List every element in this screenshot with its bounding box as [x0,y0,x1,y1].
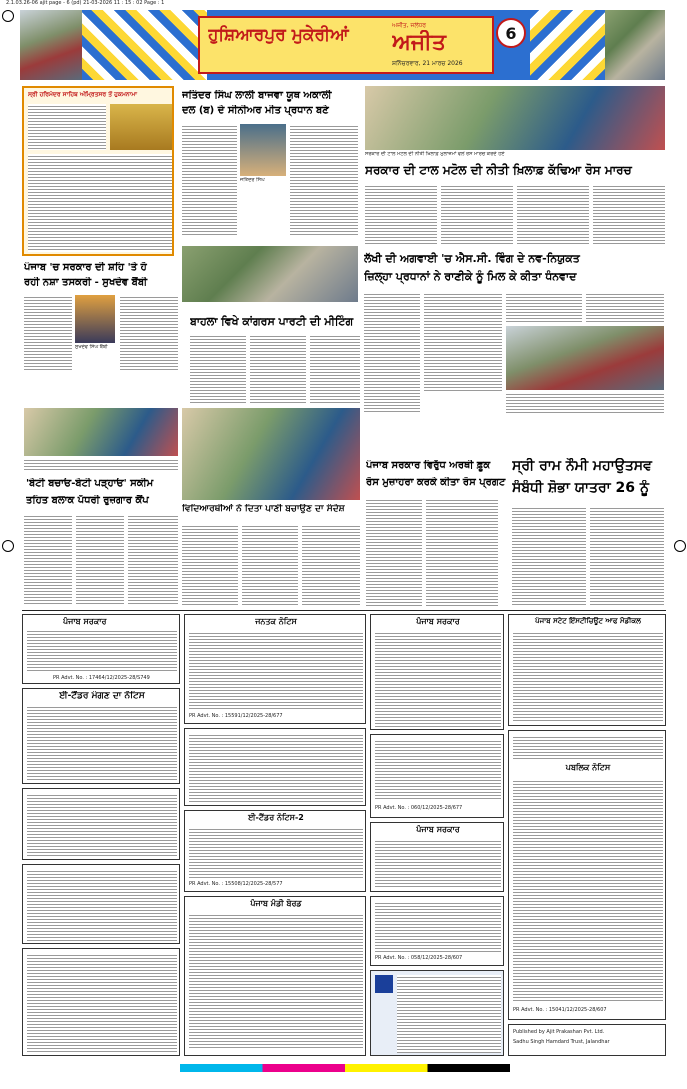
page-number: 6 [496,18,526,48]
registration-mark [674,540,686,552]
ad-punjab-sarkar-4 [370,822,504,892]
govt-protest-text-col2 [426,498,498,606]
ram-text-col2 [590,506,664,606]
ad12-title: ਪੰਜਾਬ ਸਰਕਾਰ [416,825,460,834]
ad11-pr: PR Advt. No. : 060/12/2025-28/677 [375,805,463,811]
akali-photo-caption: ਜਤਿੰਦਰ ਸਿੰਘ [240,177,265,183]
ad-e-tender-2 [184,810,366,892]
ad-mandi-board [184,896,366,1056]
congress-text-col2 [250,334,306,404]
group-photo-caption [182,303,358,311]
ad-left-4 [22,864,180,944]
ad6-pr: PR Advt. No. : 15591/12/2025-28/677 [189,713,283,719]
ad-power-corp [370,970,504,1056]
masthead-title-box [198,16,494,74]
beti-headline-1: 'ਬੇਟੀ ਬਚਾਓ-ਬੇਟੀ ਪੜ੍ਹਾਓ' ਸਕੀਮ [26,478,154,489]
ad-left-3 [22,788,180,860]
masthead-left-photo [20,10,82,80]
protest-photo [365,86,665,150]
ad-punjab-sarkar-1 [22,614,180,684]
ad-punjab-sarkar-2 [370,614,504,730]
beti-photo-caption [24,458,178,472]
beti-text-col3 [128,514,178,606]
sc-photo [506,326,664,390]
akali-headline-2: ਦਲ (ਬ) ਦੇ ਸੀਨੀਅਰ ਮੀਤ ਪ੍ਰਧਾਨ ਬਣੇ [182,105,329,116]
akali-photo [240,124,286,176]
ad9-title: ਪੰਜਾਬ ਮੰਡੀ ਬੋਰਡ [250,899,302,908]
sc-text-col3 [586,292,664,324]
sc-photo-caption [506,392,664,414]
ad-public-notice [184,614,366,724]
beti-text-col2 [76,514,124,606]
ad-table [184,728,366,806]
paper-name: ਅਜੀਤ [392,30,446,55]
govt-protest-text-col1 [366,498,422,606]
ad16-pr: PR Advt. No. : 15041/12/2025-28/607 [513,1007,607,1013]
ad16-title: ਪਬਲਿਕ ਨੋਟਿਸ [565,763,611,772]
issue-date: ਸ਼ਨਿੱਚਰਵਾਰ, 21 ਮਾਰਚ 2026 [392,60,463,67]
ram-headline-1: ਸ੍ਰੀ ਰਾਮ ਨੌਮੀ ਮਹਾਉਤਸਵ [512,458,652,474]
ad1-body [27,629,177,673]
masthead [20,10,665,80]
protest-photo-caption: ਸਰਕਾਰ ਦੀ ਟਾਲ ਮਟੋਲ ਦੀ ਨੀਤੀ ਖ਼ਿਲਾਫ਼ ਮੁਲਾਜ਼ਮਾਂ ਵਲੋਂ ਰੋਸ ਮਾਰਚ ਕਰਦੇ ਹੋਏ [365,151,505,157]
ad13-body [375,901,501,953]
masthead-pattern-left [82,10,207,80]
govt-protest-headline-1: ਪੰਜਾਬ ਸਰਕਾਰ ਵਿਰੁੱਧ ਅਰਥੀ ਫ਼ੂਕ [366,460,491,471]
sc-text-col1 [424,292,502,392]
ram-text-col1 [512,506,586,606]
ad8-body [189,827,363,879]
akali-text-col1 [182,124,237,236]
congress-text-col4 [364,292,420,412]
paper-small: ਅਜੀਤ, ਜਲੰਧਰ [392,22,427,29]
ad6-body [189,631,363,709]
protest-text-col2 [441,184,513,246]
masthead-right-photo [605,10,665,80]
drugs-photo [75,295,115,343]
students-headline: ਵਿਦਿਆਰਥੀਆਂ ਨੇ ਦਿਤਾ ਪਾਣੀ ਬਚਾਉਣ ਦਾ ਸੰਦੇਸ਼ [182,504,345,514]
drugs-headline-1: ਪੰਜਾਬ 'ਚ ਸਰਕਾਰ ਦੀ ਸ਼ਹਿ 'ਤੇ ਹੋ [24,262,147,273]
students-text-col2 [242,524,298,606]
golden-temple-image [110,104,172,150]
power-logo-icon [375,975,393,993]
ram-headline-2: ਸੰਬੰਧੀ ਸ਼ੋਭਾ ਯਾਤਰਾ 26 ਨੂੰ [512,480,650,496]
protest-text-col3 [517,184,589,246]
ad12-body [375,839,501,887]
ad14-body [397,975,501,1053]
color-calibration-bar [180,1064,510,1072]
registration-mark [2,10,14,22]
publisher-line-2: Sadhu Singh Hamdard Trust, Jalandhar [513,1039,610,1045]
ad10-body [375,631,501,727]
congress-text-col3 [310,334,360,404]
ad-public-notice-right [508,730,666,1020]
sc-text-col2 [506,292,582,324]
drugs-text-col2 [120,295,178,370]
ad3-body [27,793,177,857]
protest-headline: ਸਰਕਾਰ ਦੀ ਟਾਲ ਮਟੋਲ ਦੀ ਨੀਤੀ ਖ਼ਿਲਾਫ਼ ਕੱਢਿਆ ਰੋਸ ਮਾਰਚ [365,163,632,177]
ad9-body [189,913,363,1049]
congress-headline: ਬਾਹਲਾ ਵਿਖੇ ਕਾਂਗਰਸ ਪਾਰਟੀ ਦੀ ਮੀਟਿੰਗ [190,315,354,328]
students-photo [182,408,360,500]
ad-institute [508,614,666,726]
sc-headline-2: ਜ਼ਿਲ੍ਹਾ ਪ੍ਰਧਾਨਾਂ ਨੇ ਰਾਣੀਕੇ ਨੂੰ ਮਿਲ ਕੇ ਕੀਤਾ ਧੰਨਵਾਦ [364,270,577,283]
masthead-pattern-right [530,10,605,80]
print-info-bar: 2.1.03.26-06 ajit page - 6 (pd) 21-03-2026 11 : 15 : 02 Page : 1 [6,0,165,6]
ad-publisher [508,1024,666,1056]
ads-divider [22,610,666,611]
ad6-title: ਜਨਤਕ ਨੋਟਿਸ [255,617,297,626]
govt-protest-headline-2: ਰੋਸ ਮੁਜ਼ਾਹਰਾ ਕਰਕੇ ਕੀਤਾ ਰੋਸ ਪ੍ਰਗਟ [366,477,506,488]
section-title: ਹੁਸ਼ਿਆਰਪੁਰ ਮੁਕੇਰੀਆਂ [208,25,349,45]
publisher-line-1: Published by Ajit Prakashan Pvt. Ltd. [513,1029,605,1035]
ad-punjab-sarkar-3 [370,734,504,818]
ad2-body [27,705,177,781]
beti-photo [24,408,178,456]
ad8-pr: PR Advt. No. : 15508/12/2025-28/577 [189,881,283,887]
ad15-title: ਪੰਜਾਬ ਸਟੇਟ ਇੰਸਟੀਚਿਊਟ ਆਫ ਮੈਡੀਕਲ [535,617,641,625]
hukamnama-title: ਸ੍ਰੀ ਹਰਿਮੰਦਰ ਸਾਹਿਬ ਅੰਮ੍ਰਿਤਸਰ ਤੋਂ ਹੁਕਮਨਾਮਾ [28,91,138,98]
ad1-pr: PR Advt. No. : 17464/12/2025-28/S749 [53,675,150,681]
ad8-title: ਈ-ਟੈਂਡਰ ਨੋਟਿਸ-2 [248,813,304,822]
ad10-title: ਪੰਜਾਬ ਸਰਕਾਰ [416,617,460,626]
registration-mark [2,540,14,552]
ad15-body [513,631,663,721]
ad-e-tender [22,688,180,784]
ad16-header [513,735,663,761]
ad16-body [513,779,663,1003]
hukamnama-body [28,154,172,252]
protest-text-col4 [593,184,665,246]
ad-left-5 [22,948,180,1056]
hukamnama-text [28,104,106,150]
students-text-col3 [302,524,360,606]
ad-punjab-sarkar-5 [370,896,504,966]
ad4-body [27,869,177,941]
drugs-text-col1 [24,295,72,370]
hukamnama-box [22,86,174,256]
group-photo [182,246,358,302]
ad13-pr: PR Advt. No. : 058/12/2025-28/607 [375,955,463,961]
akali-headline-1: ਜਤਿੰਦਰ ਸਿੰਘ ਲਾਲੀ ਬਾਜਵਾ ਯੂਥ ਅਕਾਲੀ [182,90,332,101]
akali-text-col2 [290,124,358,236]
protest-text-col1 [365,184,437,246]
drugs-headline-2: ਰਹੀ ਨਸ਼ਾ ਤਸਕਰੀ - ਸੁਖਦੇਵ ਬੈਂਬੀ [24,277,148,288]
beti-text-col1 [24,514,72,606]
ad11-body [375,739,501,801]
ad2-title: ਈ-ਟੈਂਡਰ ਮੰਗਣ ਦਾ ਨੋਟਿਸ [59,691,145,701]
congress-text-col1 [190,334,246,404]
beti-headline-2: ਤਹਿਤ ਬਲਾਕ ਪੱਧਰੀ ਰੁਜ਼ਗਾਰ ਕੈਂਪ [26,495,149,506]
drugs-photo-caption: ਸੁਖਦੇਵ ਸਿੰਘ ਬੈਂਬੀ [75,344,108,350]
ad1-title: ਪੰਜਾਬ ਸਰਕਾਰ [63,617,107,626]
paper-logo [392,22,488,72]
ad7-body [189,733,363,803]
sc-headline-1: ਲੱਖੀ ਦੀ ਅਗਵਾਈ 'ਚ ਐਸ.ਸੀ. ਵਿੰਗ ਦੇ ਨਵ-ਨਿਯੁਕਤ [364,252,580,265]
ad5-body [27,953,177,1053]
students-text-col1 [182,524,238,606]
